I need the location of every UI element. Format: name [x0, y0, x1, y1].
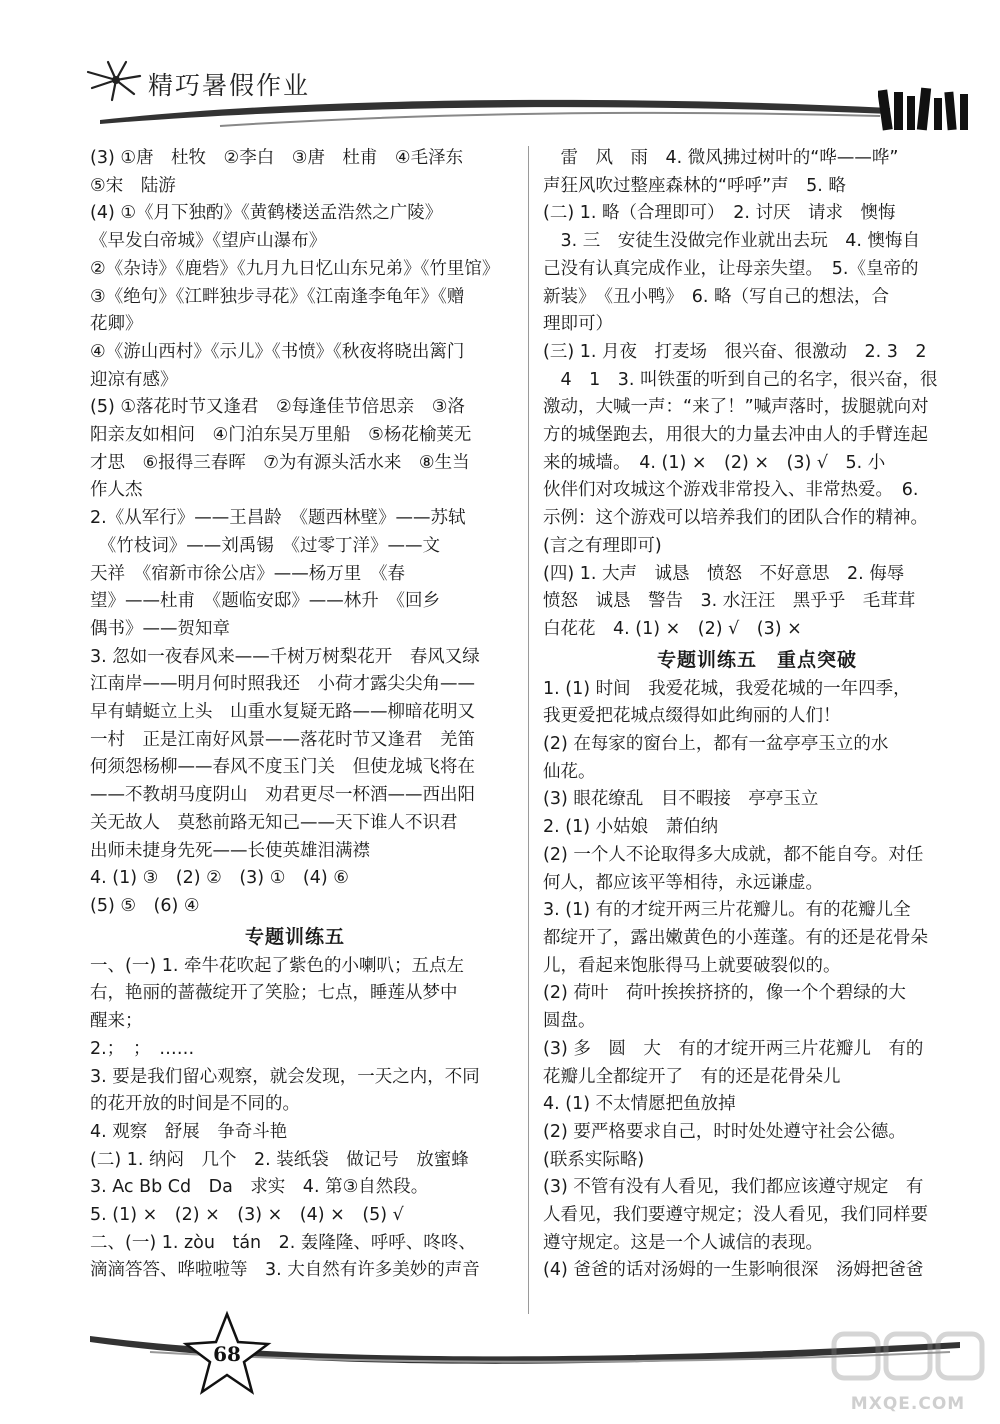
- column-divider: [528, 146, 529, 1314]
- answer-line: (2) 要严格要求自己，时时处处遵守社会公德。: [543, 1121, 906, 1142]
- answer-line: 我更爱把花城点缀得如此绚丽的人们！: [543, 706, 841, 727]
- page-number: 68: [213, 1342, 241, 1366]
- answer-line: 理即可）: [543, 314, 613, 335]
- answer-line: (4) ①《月下独酌》《黄鹤楼送孟浩然之广陵》: [90, 203, 443, 224]
- section-heading: 专题训练五: [244, 925, 345, 948]
- answer-line: 白花花 4. (1) × (2) √ (3) ×: [543, 618, 802, 639]
- answer-line: 新装》 《丑小鸭》 6. 略（写自己的想法，合: [543, 286, 890, 307]
- answer-line: 3. (1) 有的才绽开两三片花瓣儿。有的花瓣儿全: [543, 900, 911, 921]
- answer-line: 2.； ； ……: [90, 1038, 195, 1059]
- answer-line: 3. 要是我们留心观察，就会发现，一天之内，不同: [90, 1066, 480, 1087]
- answer-line: (3) 眼花缭乱 目不暇接 亭亭玉立: [543, 789, 819, 810]
- answer-line: (5) ①落花时节又逢君 ②每逢佳节倍思亲 ③洛: [90, 397, 465, 418]
- answer-line: ②《杂诗》《鹿砦》《九月九日忆山东兄弟》《竹里馆》: [90, 258, 500, 279]
- answer-line: 一、(一) 1. 牵牛花吹起了紫色的小喇叭；五点左: [90, 955, 464, 976]
- answer-line: 来的城墙。 4. (1) × (2) × (3) √ 5. 小: [543, 452, 886, 473]
- answer-line: (三) 1. 月夜 打麦场 很兴奋、很激动 2. 3 2: [543, 341, 927, 362]
- answer-line: 声狂风吹过整座森林的“呼呼”声 5. 略: [543, 175, 846, 196]
- answer-line: 伙伴们对攻城这个游戏非常投入、非常热爱。 6.: [543, 480, 919, 501]
- answer-line: 醒来；: [90, 1011, 143, 1032]
- answer-line: (2) 一个人不论取得多大成就，都不能自夸。对任: [543, 844, 924, 865]
- answer-line: 右，艳丽的蔷薇绽开了笑脸；七点，睡莲从梦中: [90, 983, 458, 1004]
- answer-line: 二、(一) 1. zòu tán 2. 轰隆隆、呼呼、咚咚、: [90, 1232, 476, 1253]
- answer-line: 《早发白帝城》《望庐山瀑布》: [90, 231, 327, 252]
- answer-line: (3) ①唐 杜牧 ②李白 ③唐 杜甫 ④毛泽东: [90, 148, 464, 168]
- watermark-logo: [828, 1328, 988, 1392]
- answer-line: ④《游山西村》《示儿》《书愤》《秋夜将晓出篱门: [90, 341, 465, 362]
- answer-line: 2.《从军行》——王昌龄 《题西林壁》——苏轼: [90, 508, 466, 529]
- answer-line: 的花开放的时间是不同的。: [90, 1094, 300, 1115]
- answer-line: 4. 观察 舒展 争奇斗艳: [90, 1121, 288, 1142]
- answer-line: 偶书》——贺知章: [90, 618, 230, 639]
- answer-line: 望》——杜甫 《题临安邸》——林升 《回乡: [90, 591, 440, 612]
- answer-line: 花卿》: [90, 314, 143, 335]
- page-header: [0, 0, 1000, 150]
- answer-line: 迎凉有感》: [90, 369, 178, 390]
- answer-line: 关无故人 莫愁前路无知己——天下谁人不识君: [90, 812, 458, 833]
- watermark: [828, 1328, 988, 1418]
- answer-line: 激动，大喊一声：“来了！”喊声落时，拔腿就向对: [543, 397, 929, 418]
- answer-line: 3. Ac Bb Cd Da 求实 4. 第③自然段。: [90, 1177, 429, 1198]
- answer-line: (4) 爸爸的话对汤姆的一生影响很深 汤姆把爸爸: [543, 1260, 924, 1281]
- answer-line: 才思 ⑥报得三春晖 ⑦为有源头活水来 ⑧生当: [90, 452, 470, 473]
- answer-line: 出师未捷身先死——长使英雄泪满襟: [90, 840, 370, 861]
- left-column: [90, 145, 500, 1285]
- answer-line: 都绽开了，露出嫩黄色的小莲蓬。有的还是花骨朵: [543, 927, 928, 948]
- answer-line: 一村 正是江南好风景——落花时节又逢君 羌笛: [90, 729, 475, 750]
- answer-line: 4. (1) 不太情愿把鱼放掉: [543, 1094, 736, 1115]
- answer-line: ⑤宋 陆游: [90, 175, 176, 196]
- answer-line: 4 1 3. 叫铁蛋的听到自己的名字，很兴奋，很: [543, 369, 938, 390]
- answer-line: 2. (1) 小姑娘 萧伯纳: [543, 817, 719, 838]
- answer-line: 阳亲友如相问 ④门泊东吴万里船 ⑤杨花榆荚无: [90, 425, 472, 446]
- answer-line: 方的城堡跑去，用很大的力量去冲由人的手臂连起: [543, 425, 928, 446]
- answer-line: 仙花。: [543, 761, 596, 782]
- answer-line: 花瓣儿全都绽开了 有的还是花骨朵儿: [543, 1066, 841, 1087]
- answer-line: (2) 在每家的窗台上，都有一盆亭亭玉立的水: [543, 734, 889, 755]
- answer-line: (3) 不管有没有人看见，我们都应该遵守规定 有: [543, 1177, 924, 1198]
- answer-line: 圆盘。: [543, 1011, 596, 1032]
- answer-line: 3. 忽如一夜春风来——千树万树梨花开 春风又绿: [90, 646, 480, 667]
- answer-line: 《竹枝词》——刘禹锡 《过零丁洋》——文: [90, 535, 440, 556]
- right-column: [543, 145, 971, 1285]
- header-swoosh: [100, 90, 900, 130]
- answer-line: 江南岸——明月何时照我还 小荷才露尖尖角——: [90, 674, 475, 695]
- answer-line: 人看见，我们要遵守规定；没人看见，我们同样要: [543, 1205, 928, 1226]
- section-heading: 专题训练五 重点突破: [656, 648, 857, 671]
- answer-line: (言之有理即可): [543, 535, 662, 556]
- answer-line: 愤怒 诚恳 警告 3. 水汪汪 黑乎乎 毛茸茸: [543, 591, 916, 612]
- answer-line: (3) 多 圆 大 有的才绽开两三片花瓣儿 有的: [543, 1038, 924, 1059]
- answer-line: 何人，都应该平等相待，永远谦虚。: [543, 872, 823, 893]
- answer-line: 1. (1) 时间 我爱花城，我爱花城的一年四季，: [543, 678, 911, 699]
- answer-line: (二) 1. 略（合理即可） 2. 讨厌 请求 懊悔: [543, 203, 896, 224]
- answer-line: 遵守规定。这是一个人诚信的表现。: [543, 1232, 823, 1253]
- answer-line: 滴滴答答、哗啦啦等 3. 大自然有许多美妙的声音: [90, 1260, 480, 1281]
- answer-line: 作人杰: [90, 480, 143, 501]
- answer-line: (四) 1. 大声 诚恳 愤怒 不好意思 2. 侮辱: [543, 563, 905, 584]
- answer-line: (2) 荷叶 荷叶挨挨挤挤的，像一个个碧绿的大: [543, 983, 906, 1004]
- answer-line: (联系实际略): [543, 1149, 645, 1170]
- answer-line: ③《绝句》《江畔独步寻花》《江南逢李龟年》《赠: [90, 286, 465, 307]
- answer-line: 示例：这个游戏可以培养我们的团队合作的精神。: [543, 508, 928, 529]
- answer-line: 早有蜻蜓立上头 山重水复疑无路——柳暗花明又: [90, 702, 475, 723]
- answer-line: (5) ⑤ (6) ④: [90, 895, 200, 916]
- answer-line: 4. (1) ③ (2) ② (3) ① (4) ⑥: [90, 868, 349, 889]
- book-title: 精巧暑假作业: [148, 71, 311, 100]
- answer-line: 己没有认真完成作业，让母亲失望。 5.《皇帝的: [543, 258, 919, 279]
- answer-line: 天祥 《宿新市徐公店》——杨万里 《春: [90, 563, 405, 584]
- answer-line: ——不教胡马度阴山 劝君更尽一杯酒——西出阳: [90, 785, 475, 806]
- watermark-text: MXQE.COM: [850, 1394, 966, 1414]
- answer-line: 3. 三 安徒生没做完作业就出去玩 4. 懊悔自: [543, 231, 921, 252]
- answer-line: 儿，看起来饱胀得马上就要破裂似的。: [543, 955, 841, 976]
- answer-line: 何须怨杨柳——春风不度玉门关 但使龙城飞将在: [90, 757, 475, 778]
- answer-line: (二) 1. 纳闷 几个 2. 装纸袋 做记号 放蜜蜂: [90, 1149, 469, 1170]
- answer-line: 5. (1) × (2) × (3) × (4) × (5) √: [90, 1205, 404, 1226]
- answer-line: 雷 风 雨 4. 微风拂过树叶的“哗——哗”: [543, 148, 899, 168]
- books-icon: [878, 82, 978, 132]
